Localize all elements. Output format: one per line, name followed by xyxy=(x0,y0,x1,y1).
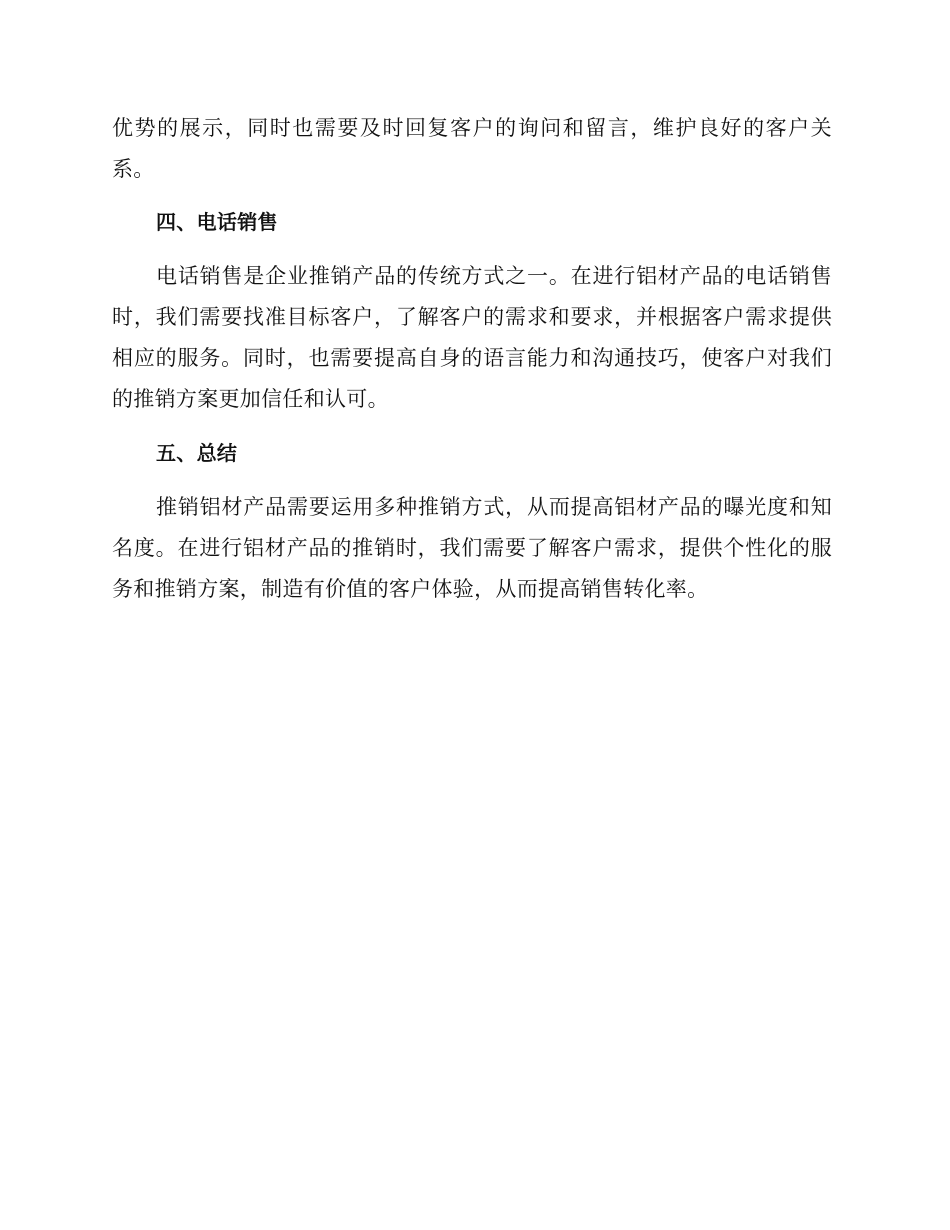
continued-paragraph: 优势的展示，同时也需要及时回复客户的询问和留言，维护良好的客户关系。 xyxy=(112,116,832,181)
summary-paragraph: 推销铝材产品需要运用多种推销方式，从而提高铝材产品的曝光度和知名度。在进行铝材产品的推销时，我们需要了解客户需求，提供个性化的服务和推销方案，制造有价值的客户体验，从而提高销售转化率。 xyxy=(112,495,832,601)
document-body xyxy=(112,108,832,623)
phone-sales-paragraph: 电话销售是企业推销产品的传统方式之一。在进行铝材产品的电话销售时，我们需要找准目标客户，了解客户的需求和要求，并根据客户需求提供相应的服务。同时，也需要提高自身的语言能力和沟通技巧，使客户对我们的推销方案更加信任和认可。 xyxy=(112,264,832,411)
section-heading-phone-sales: 四、电话销售 xyxy=(156,210,278,234)
section-heading-summary: 五、总结 xyxy=(156,441,238,465)
